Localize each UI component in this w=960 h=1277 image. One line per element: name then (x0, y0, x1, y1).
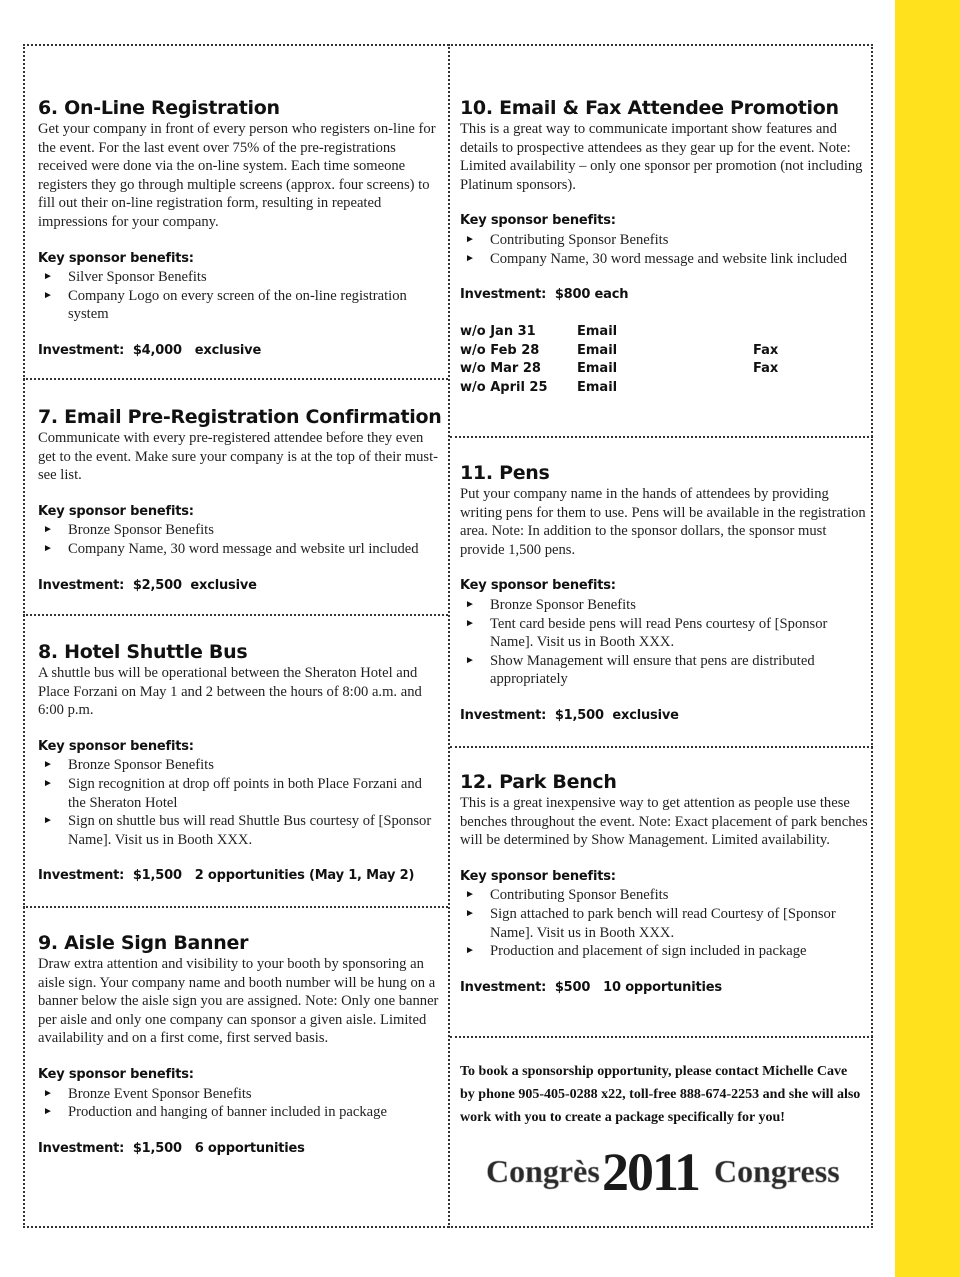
logo-right-text: Congress (714, 1153, 840, 1189)
list-item (38, 756, 442, 775)
section-title: 10. Email & Fax Attendee Promotion (460, 97, 839, 119)
section-title: 9. Aisle Sign Banner (38, 932, 249, 954)
list-item (38, 1103, 442, 1122)
list-item (38, 775, 442, 812)
bullet-icon: ► (43, 777, 53, 789)
benefit-text: Company Name, 30 word message and website link included (490, 250, 848, 267)
list-item (460, 615, 870, 652)
benefit-text: Production and hanging of banner included in package (68, 1104, 387, 1121)
benefit-text: Bronze Sponsor Benefits (68, 757, 214, 774)
benefit-text: Bronze Event Sponsor Benefits (68, 1085, 252, 1102)
bullet-icon: ► (43, 1087, 53, 1099)
deadline-fax: Fax (753, 342, 779, 358)
benefit-text: Bronze Sponsor Benefits (490, 596, 636, 613)
list-item (460, 886, 870, 905)
list-item (38, 268, 442, 287)
bullet-icon: ► (43, 289, 53, 301)
deadline-email: Email (577, 380, 618, 396)
benefit-text: Show Management will ensure that pens are distributed appropriately (490, 652, 815, 688)
benefit-text: Tent card beside pens will read Pens courtesy of [Sponsor Name]. Visit us in Booth XXX. (490, 615, 828, 651)
section-hotel-shuttle-bus (38, 640, 442, 886)
list-item (38, 1085, 442, 1104)
list-item (38, 287, 442, 324)
divider-left-1 (23, 378, 448, 380)
investment-line: Investment: $800 each (460, 287, 629, 303)
bullet-icon: ► (465, 889, 475, 901)
benefit-text: Contributing Sponsor Benefits (490, 887, 669, 904)
contact-note: To book a sponsorship opportunity, please contact Michelle Cave by phone 905-405-0288 x22, toll-free 888-674-2253 and she will also work with you to create a package specifically for you! (460, 1064, 861, 1125)
deadline-fax (753, 323, 778, 342)
bullet-icon: ► (465, 617, 475, 629)
bullet-icon: ► (465, 654, 475, 666)
congress-2011-logo (486, 1140, 846, 1200)
deadline-date: w/o Feb 28 (460, 342, 540, 358)
divider-left-2 (23, 614, 448, 616)
section-title: 11. Pens (460, 462, 550, 484)
section-park-bench (460, 770, 870, 997)
section-body: This is a great inexpensive way to get attention as people use these benches throughout the event. Note: Exact placement of park benches will be determined by Show Management. Limited availability. (460, 795, 868, 849)
logo-left-text: Congrès (486, 1153, 600, 1189)
benefit-text: Sign recognition at drop off points in both Place Forzani and the Sheraton Hotel (68, 775, 422, 811)
benefits-list (38, 521, 442, 558)
logo-year-text: 2011 (602, 1142, 700, 1200)
investment-line: Investment: $4,000 exclusive (38, 342, 262, 358)
table-row (460, 379, 778, 398)
investment-line: Investment: $1,500 2 opportunities (May 1, May 2) (38, 868, 415, 884)
investment-line: Investment: $2,500 exclusive (38, 577, 257, 593)
benefits-list (460, 231, 870, 268)
section-aisle-sign-banner (38, 931, 442, 1158)
benefits-list (460, 596, 870, 689)
column-divider (448, 44, 450, 1228)
list-item (460, 905, 870, 942)
benefits-label: Key sponsor benefits: (460, 868, 616, 884)
deadline-date: w/o Mar 28 (460, 361, 541, 377)
section-title: 12. Park Bench (460, 771, 617, 793)
benefit-text: Silver Sponsor Benefits (68, 269, 207, 286)
section-pens (460, 461, 870, 726)
divider-left-3 (23, 906, 448, 908)
benefit-text: Company Name, 30 word message and website url included (68, 540, 419, 557)
section-email-preregistration (38, 405, 442, 595)
table-row (460, 342, 778, 361)
deadline-date: w/o April 25 (460, 380, 548, 396)
list-item (38, 540, 442, 559)
bullet-icon: ► (465, 907, 475, 919)
benefits-list (460, 886, 870, 960)
benefits-label: Key sponsor benefits: (38, 503, 194, 519)
bullet-icon: ► (43, 759, 53, 771)
benefits-list (38, 756, 442, 849)
deadline-email: Email (577, 361, 618, 377)
bullet-icon: ► (465, 233, 475, 245)
bullet-icon: ► (43, 542, 53, 554)
deadline-email: Email (577, 323, 618, 339)
benefit-text: Sign attached to park bench will read Courtesy of [Sponsor Name]. Visit us in Booth XXX. (490, 905, 836, 941)
list-item (460, 652, 870, 689)
bullet-icon: ► (465, 598, 475, 610)
bullet-icon: ► (465, 252, 475, 264)
benefit-text: Sign on shuttle bus will read Shuttle Bus courtesy of [Sponsor Name]. Visit us in Booth XXX. (68, 813, 432, 848)
benefits-label: Key sponsor benefits: (460, 578, 616, 594)
table-row (460, 360, 778, 379)
benefit-text: Company Logo on every screen of the on-line registration system (68, 287, 407, 323)
benefits-list (38, 268, 442, 324)
benefits-label: Key sponsor benefits: (460, 213, 616, 229)
section-online-registration (38, 96, 442, 361)
deadline-email: Email (577, 342, 618, 358)
deadline-fax: Fax (753, 361, 779, 377)
bullet-icon: ► (43, 815, 53, 827)
benefits-label: Key sponsor benefits: (38, 250, 194, 266)
benefits-label: Key sponsor benefits: (38, 1066, 194, 1082)
bullet-icon: ► (43, 1106, 53, 1118)
divider-right-3 (450, 1036, 873, 1038)
deadline-fax (753, 379, 778, 398)
section-title: 7. Email Pre-Registration Confirmation (38, 406, 442, 428)
divider-right-1 (450, 436, 873, 438)
investment-line: Investment: $1,500 6 opportunities (38, 1140, 305, 1156)
benefit-text: Bronze Sponsor Benefits (68, 522, 214, 539)
investment-line: Investment: $1,500 exclusive (460, 707, 679, 723)
list-item (460, 250, 870, 269)
section-body: A shuttle bus will be operational between the Sheraton Hotel and Place Forzani on May 1 and 2 between the hours of 8:00 a.m. and 6:00 p.m. (38, 665, 422, 719)
list-item (460, 596, 870, 615)
divider-right-2 (450, 746, 873, 748)
benefits-label: Key sponsor benefits: (38, 738, 194, 754)
section-body: Put your company name in the hands of attendees by providing writing pens for them to use. Pens will be available in the registration area. Note: In addition to the sponsor dollars, the sponsor must provide 1,500 pens. (460, 486, 866, 558)
yellow-side-bar (895, 0, 960, 1277)
table-row (460, 323, 778, 342)
list-item (38, 521, 442, 540)
section-title: 8. Hotel Shuttle Bus (38, 641, 248, 663)
section-body: Communicate with every pre-registered attendee before they even get to the event. Make sure your company is at the top of their must-see list. (38, 430, 439, 484)
bullet-icon: ► (465, 945, 475, 957)
section-body: Draw extra attention and visibility to your booth by sponsoring an aisle sign. Your company name and booth number will be hung on a banner below the aisle sign you are assigned. Note: Only one banner per aisle and only one company can sponsor a given aisle. Limited availability and on a first come, first served basis. (38, 956, 439, 1047)
benefit-text: Production and placement of sign included in package (490, 943, 807, 960)
section-body: This is a great way to communicate important show features and details to prospective attendees as they gear up for the event. Note: Limited availability – only one sponsor per promotion (not including Platinum sponsors). (460, 121, 863, 193)
section-email-fax-promotion (460, 96, 870, 398)
investment-line: Investment: $500 10 opportunities (460, 979, 722, 995)
deadline-table (460, 323, 778, 398)
benefit-text: Contributing Sponsor Benefits (490, 231, 669, 248)
benefits-list (38, 1085, 442, 1122)
list-item (38, 812, 442, 849)
bullet-icon: ► (43, 524, 53, 536)
deadline-date: w/o Jan 31 (460, 323, 536, 339)
section-title: 6. On-Line Registration (38, 97, 280, 119)
section-body: Get your company in front of every person who registers on-line for the event. For the last event over 75% of the pre-registrations received were done via the on-line system. Each time someone registers they go through multiple screens (approx. four screens) to fill out their on-line registration form, resulting in repeated impressions for your company. (38, 121, 436, 230)
list-item (460, 231, 870, 250)
bullet-icon: ► (43, 271, 53, 283)
list-item (460, 942, 870, 961)
